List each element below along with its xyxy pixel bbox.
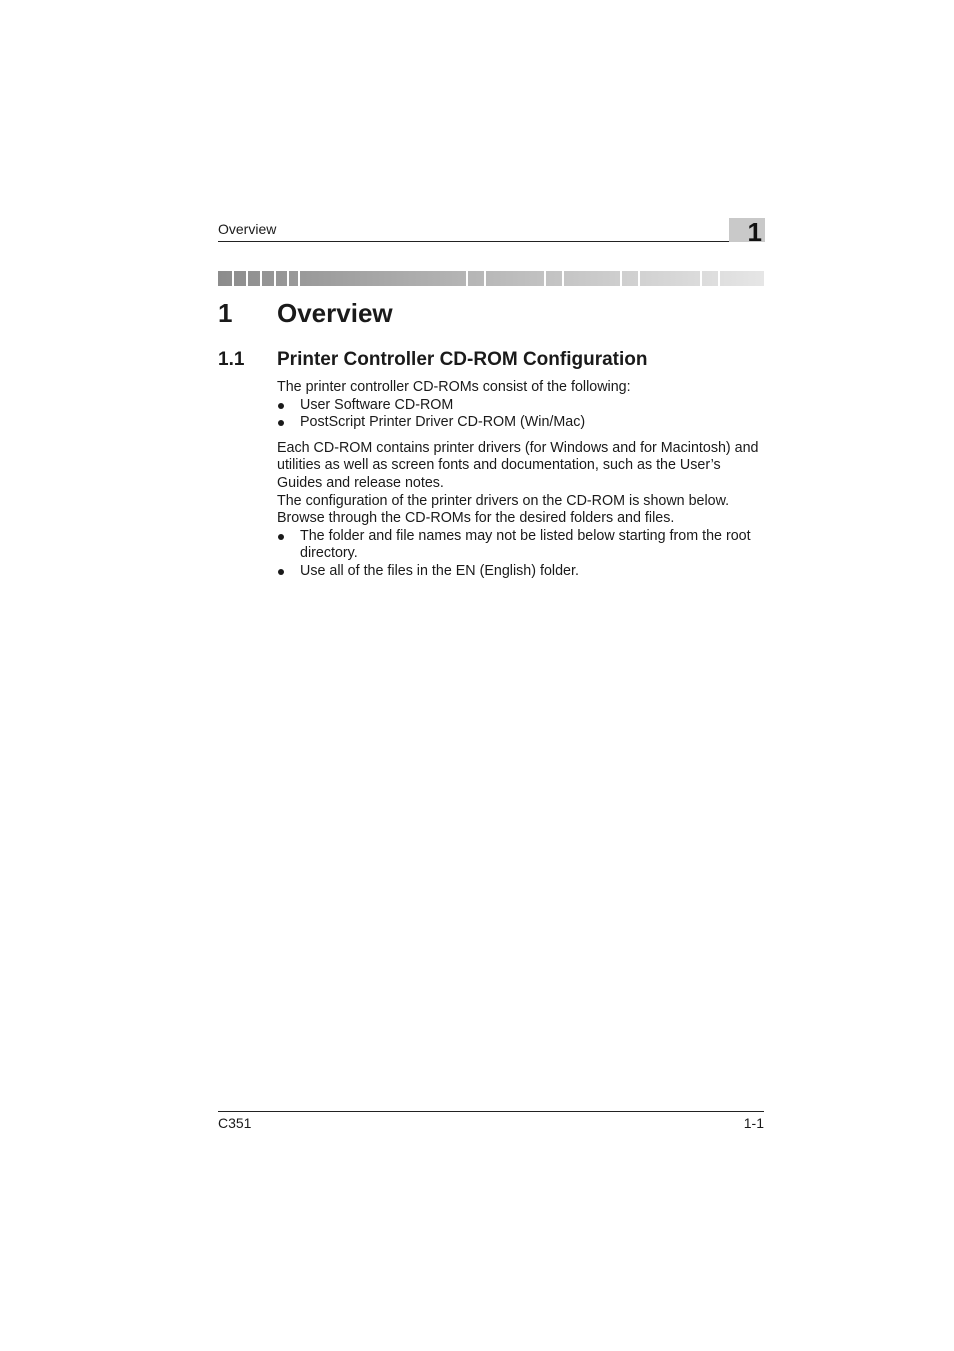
intro-paragraph: The printer controller CD-ROMs consist of the following: (277, 379, 631, 395)
band-divider (718, 271, 720, 286)
footer-model: C351 (218, 1115, 252, 1131)
chapter-title: Overview (277, 298, 393, 328)
footer-rule (218, 1111, 764, 1112)
chapter-tab-number: 1 (747, 217, 762, 247)
bullet-icon (278, 420, 284, 426)
band-divider (260, 271, 262, 286)
bullet-icon (278, 569, 284, 575)
list-item (277, 414, 767, 432)
band-divider (562, 271, 564, 286)
section-number: 1.1 (218, 349, 245, 370)
band-divider (232, 271, 234, 286)
list-item-text: The folder and file names may not be listed below starting from the root directory. (300, 527, 751, 562)
band-divider (544, 271, 546, 286)
chapter-tab (729, 217, 765, 247)
contents-paragraph: Each CD-ROM contains printer drivers (for Windows and for Macintosh) and utilities as well as screen fonts and documentation, such as the User’s Guides and release notes. (277, 439, 759, 491)
band-divider (298, 271, 300, 286)
list-item-text: User Software CD-ROM (300, 396, 454, 413)
list-item (277, 397, 767, 415)
band-divider (620, 271, 622, 286)
band-divider (700, 271, 702, 286)
band-divider (638, 271, 640, 286)
notes-list (277, 528, 767, 581)
cd-list (277, 397, 767, 432)
list-item-text: PostScript Printer Driver CD-ROM (Win/Mac) (300, 414, 586, 431)
header-rule (218, 241, 764, 242)
band-divider (274, 271, 276, 286)
band-divider (246, 271, 248, 286)
section-body (277, 379, 767, 581)
list-item (277, 563, 767, 581)
configuration-paragraph: The configuration of the printer drivers on the CD-ROM is shown below. Browse through the CD-ROMs for the desired folders and files. (277, 492, 730, 527)
band-divider (287, 271, 289, 286)
decorative-band (218, 271, 764, 286)
running-header-title: Overview (218, 221, 277, 237)
chapter-number: 1 (218, 298, 233, 328)
list-item-text: Use all of the files in the EN (English) folder. (300, 562, 579, 579)
band-divider (484, 271, 486, 286)
footer-page-number: 1-1 (743, 1115, 764, 1131)
section-title: Printer Controller CD-ROM Configuration (277, 349, 648, 370)
list-item (277, 528, 767, 563)
band-divider (466, 271, 468, 286)
bullet-icon (278, 534, 284, 540)
bullet-icon (278, 403, 284, 409)
